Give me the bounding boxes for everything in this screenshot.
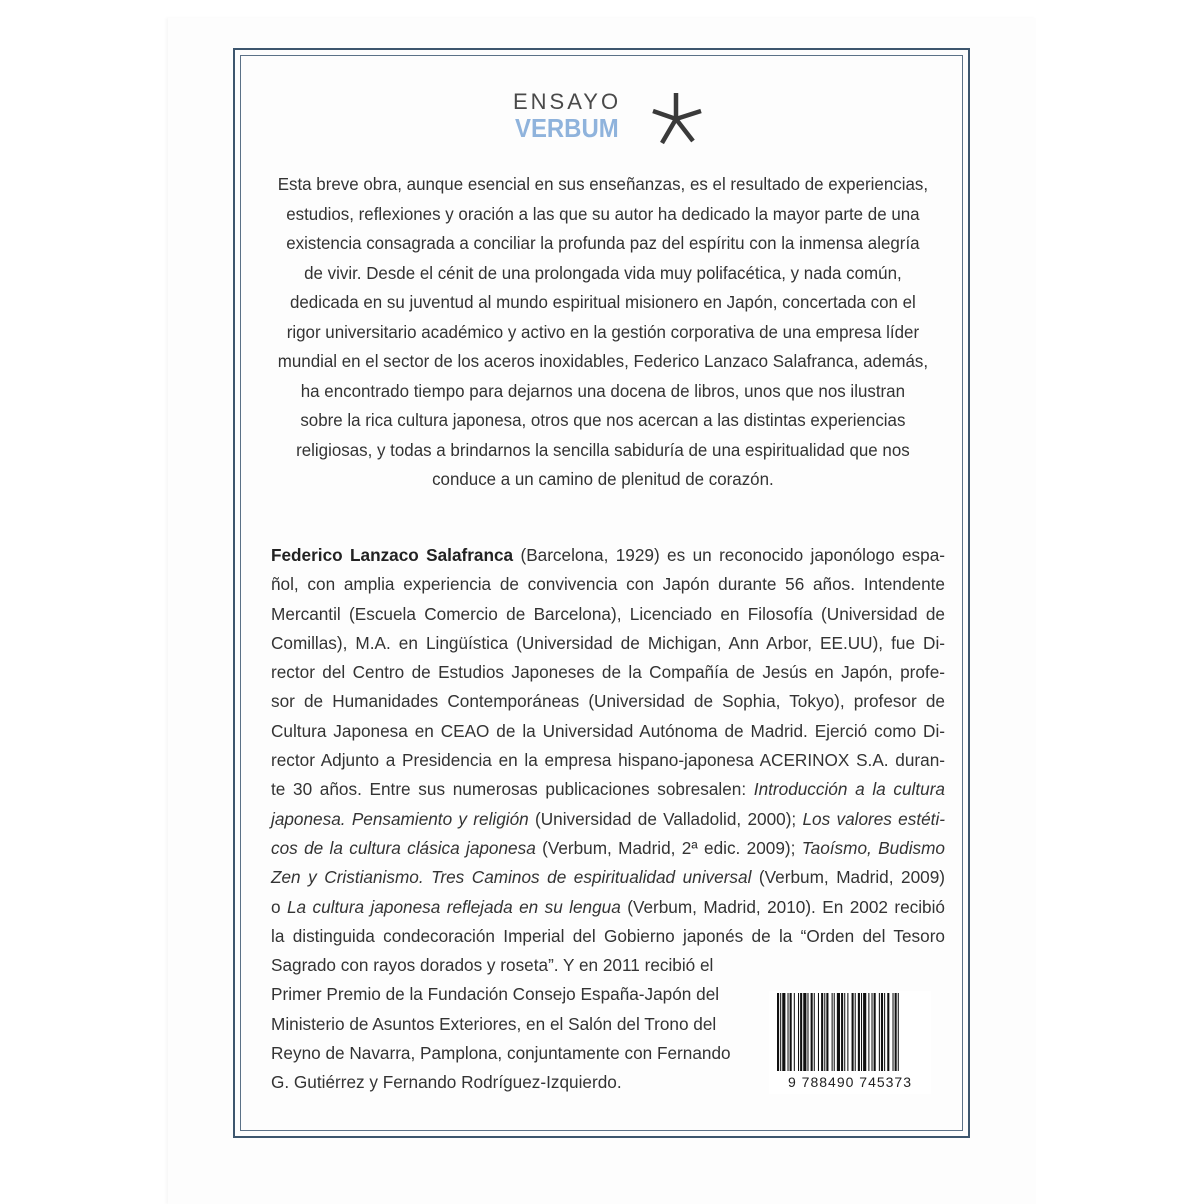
- synopsis-line: sobre la rica cultura japonesa, otros que nos acercan a las distintas experiencias: [300, 410, 906, 430]
- bio-line: rector del Centro de Estudios Japoneses de la Compañía de Jesús en Japón, profe-: [271, 662, 945, 683]
- barcode-bar: [807, 993, 808, 1071]
- isbn-barcode: [769, 991, 931, 1094]
- asterisk-star-icon: [649, 91, 709, 147]
- barcode-bar: [782, 993, 785, 1071]
- bio-line: cos de la cultura clásica japonesa (Verbum, Madrid, 2ª edic. 2009); Taoísmo, Budismo: [271, 837, 945, 858]
- book-title: Los valores estéti-: [802, 808, 945, 829]
- barcode-bar: [858, 993, 860, 1071]
- barcode-bar: [803, 993, 806, 1071]
- barcode-bar: [863, 993, 866, 1071]
- publisher-logo: [513, 89, 713, 149]
- synopsis-line: de vivir. Desde el cénit de una prolongada vida muy polifacética, y nada común,: [304, 262, 902, 283]
- bio-line: Federico Lanzaco Salafranca (Barcelona, 1929) es un reconocido japonólogo espa-: [271, 545, 945, 565]
- bio-line: rector Adjunto a Presidencia en la empresa hispano-japonesa ACERINOX S.A. duran-: [271, 750, 945, 771]
- logo-series-text: ENSAYO: [513, 89, 622, 114]
- barcode-bar: [898, 993, 899, 1071]
- synopsis-line: estudios, reflexiones y oración a las que su autor ha dedicado la mayor parte de una: [286, 203, 920, 224]
- barcode-bar: [874, 993, 876, 1071]
- bio-line: G. Gutiérrez y Fernando Rodríguez-Izquierdo.: [271, 1072, 622, 1093]
- barcode-bar: [834, 993, 835, 1071]
- barcode-bar: [872, 993, 873, 1071]
- book-title: Introducción a la cultura: [753, 779, 945, 800]
- barcode-bar: [847, 993, 848, 1071]
- barcode-bar: [832, 993, 833, 1071]
- barcode-bar: [895, 993, 897, 1071]
- bio-line: Comillas), M.A. en Lingüística (Universidad de Michigan, Ann Arbor, EE.UU), fue Di-: [271, 632, 945, 653]
- synopsis-paragraph: [268, 170, 938, 495]
- bio-line: Zen y Cristianismo. Tres Caminos de espiritualidad universal (Verbum, Madrid, 2009): [271, 867, 946, 888]
- synopsis-line: religiosas, y todas a brindarnos la sencilla sabiduría de una espiritualidad que nos: [296, 439, 910, 460]
- barcode-bar: [780, 993, 781, 1071]
- author-name: Federico Lanzaco Salafranca: [271, 545, 514, 565]
- bio-line: te 30 años. Entre sus numerosas publicaciones sobresalen: Introducción a la cultura: [271, 779, 945, 800]
- synopsis-line: dedicada en su juventud al mundo espiritual misionero en Japón, concertada con el: [289, 292, 916, 312]
- bio-line: japonesa. Pensamiento y religión (Universidad de Valladolid, 2000); Los valores estéti-: [271, 808, 945, 829]
- barcode-bar: [777, 993, 779, 1071]
- logo-publisher-text: VERBUM: [515, 113, 619, 143]
- bio-line: Sagrado con rayos dorados y roseta”. Y en 2011 recibió el: [271, 955, 714, 976]
- barcode-bar: [855, 993, 856, 1071]
- synopsis-line: mundial en el sector de los aceros inoxidables, Federico Lanzaco Salafranca, además,: [277, 351, 929, 371]
- bio-line: Cultura Japonesa en CEAO de la Universidad Autónoma de Madrid. Ejerció como Di-: [271, 720, 945, 741]
- barcode-bar: [800, 993, 802, 1071]
- synopsis-line: Esta breve obra, aunque esencial en sus enseñanzas, es el resultado de experiencias,: [277, 174, 929, 194]
- book-title: La cultura japonesa reflejada en su lengua: [286, 896, 621, 917]
- barcode-bar: [790, 993, 792, 1071]
- barcode-bar: [881, 993, 883, 1071]
- barcode-bar: [794, 993, 795, 1071]
- barcode-bar: [893, 993, 894, 1071]
- barcode-bar: [841, 993, 843, 1071]
- bio-line: sor de Humanidades Contemporáneas (Universidad de Sophia, Tokyo), profesor de: [271, 691, 945, 712]
- barcode-bar: [844, 993, 845, 1071]
- synopsis-line: ha encontrado tiempo para dejarnos una docena de libros, unos que nos ilustran: [300, 380, 906, 401]
- bio-line: o La cultura japonesa reflejada en su lengua (Verbum, Madrid, 2010). En 2002 recibió: [271, 896, 945, 917]
- barcode-bar: [868, 993, 869, 1071]
- barcode-bar: [788, 993, 789, 1071]
- barcode-bars: [769, 991, 931, 1075]
- barcode-bar: [837, 993, 840, 1071]
- bio-line: la distinguida condecoración Imperial del Gobierno japonés de la “Orden del Tesoro: [271, 925, 945, 946]
- barcode-bar: [798, 993, 799, 1071]
- book-title: Zen y Cristianismo. Tres Caminos de espiritualidad universal: [271, 867, 752, 888]
- barcode-bar: [811, 993, 813, 1071]
- bio-line: Reyno de Navarra, Pamplona, conjuntamente con Fernando: [271, 1043, 731, 1064]
- book-title: Taoísmo, Budismo: [801, 837, 945, 858]
- synopsis-line: rigor universitario académico y activo en la gestión corporativa de una empresa líder: [286, 321, 920, 342]
- barcode-bar: [861, 993, 862, 1071]
- barcode-bar: [818, 993, 819, 1071]
- bio-line: Ministerio de Asuntos Exteriores, en el Salón del Trono del: [271, 1013, 717, 1034]
- barcode-bar: [879, 993, 880, 1071]
- book-title: cos de la cultura clásica japonesa: [271, 837, 536, 858]
- barcode-bar: [824, 993, 825, 1071]
- barcode-bar: [884, 993, 885, 1071]
- bio-line: Mercantil (Escuela Comercio de Barcelona), Licenciado en Filosofía (Universidad de: [271, 603, 945, 624]
- bio-line: ñol, con amplia experiencia de convivencia con Japón durante 56 años. Intendente: [271, 574, 945, 595]
- barcode-bar: [821, 993, 823, 1071]
- book-title: japonesa. Pensamiento y religión: [271, 808, 529, 829]
- synopsis-line: conduce a un camino de plenitud de corazón.: [432, 469, 774, 489]
- barcode-bar: [826, 993, 828, 1071]
- barcode-bar: [814, 993, 815, 1071]
- barcode-bar: [887, 993, 889, 1071]
- bio-line: Primer Premio de la Fundación Consejo España-Japón del: [271, 984, 720, 1005]
- isbn-number: 9 788490 745373: [788, 1074, 912, 1090]
- synopsis-line: existencia consagrada a conciliar la profunda paz del espíritu con la inmensa alegría: [286, 233, 920, 253]
- barcode-bar: [852, 993, 854, 1071]
